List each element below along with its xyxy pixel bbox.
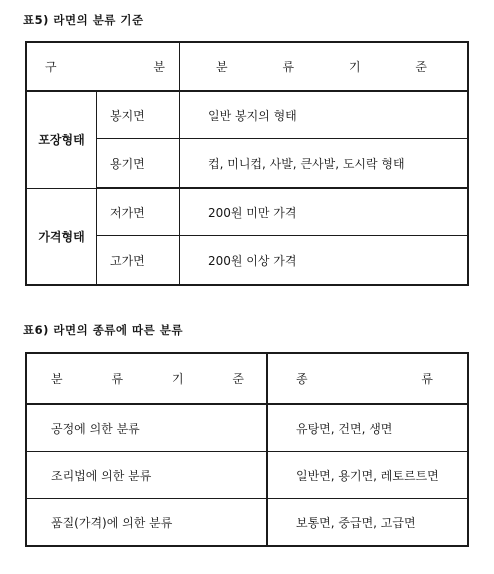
table-row (26, 452, 468, 499)
header-char: 구 (45, 60, 57, 74)
table-row (26, 188, 468, 236)
header-char: 류 (282, 60, 295, 74)
group-cell-price: 가격형태 (26, 188, 97, 285)
sub-cell: 봉지면 (97, 91, 180, 139)
header-division-cell (26, 42, 180, 91)
kinds-cell: 유탕면, 건면, 생면 (267, 404, 468, 452)
header-criteria-cell (180, 42, 469, 91)
group-cell-packaging: 포장형태 (26, 91, 97, 188)
table6-caption: 표6) 라면의 종류에 따른 분류 (23, 323, 183, 337)
criteria-cell: 조리법에 의한 분류 (26, 452, 267, 499)
sub-cell: 저가면 (97, 188, 180, 236)
criteria-cell: 품질(가격)에 의한 분류 (26, 499, 267, 547)
header-criteria-cell (26, 353, 267, 404)
table-header-row (26, 42, 468, 91)
value-cell: 컵, 미니컵, 사발, 큰사발, 도시락 형태 (180, 139, 469, 189)
value-cell: 200원 미만 가격 (180, 188, 469, 236)
criteria-cell: 공정에 의한 분류 (26, 404, 267, 452)
classification-criteria-table (25, 41, 469, 286)
header-char: 분 (216, 60, 228, 74)
table-row (26, 404, 468, 452)
header-char: 준 (415, 60, 427, 74)
header-char: 기 (171, 372, 184, 386)
kinds-cell: 보통면, 중급면, 고급면 (267, 499, 468, 547)
header-kind-cell (267, 353, 468, 404)
header-char: 류 (111, 372, 124, 386)
header-char: 기 (348, 60, 361, 74)
table-row (26, 499, 468, 547)
header-char: 류 (421, 372, 433, 386)
header-char: 분 (51, 372, 63, 386)
header-char: 종 (296, 372, 308, 386)
value-cell: 일반 봉지의 형태 (180, 91, 469, 139)
sub-cell: 용기면 (97, 139, 180, 189)
table5-caption: 표5) 라면의 분류 기준 (23, 13, 144, 27)
header-char: 분 (153, 60, 165, 74)
value-cell: 200원 이상 가격 (180, 236, 469, 286)
table-row (26, 91, 468, 139)
kinds-cell: 일반면, 용기면, 레토르트면 (267, 452, 468, 499)
ramen-type-table (25, 352, 469, 547)
sub-cell: 고가면 (97, 236, 180, 286)
table-header-row (26, 353, 468, 404)
header-char: 준 (232, 372, 244, 386)
